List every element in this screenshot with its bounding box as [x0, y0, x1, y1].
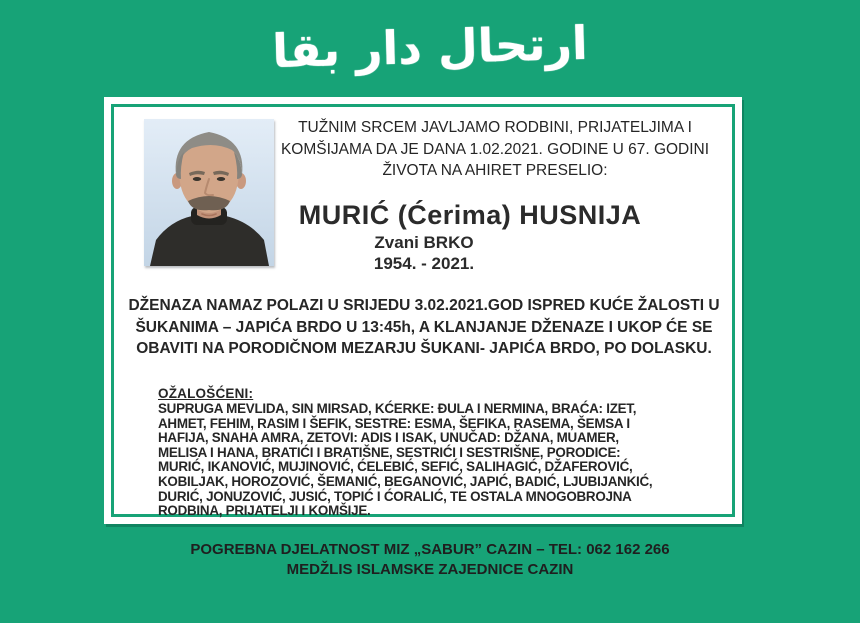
- mourners-line: MELISA I HANA, BRATIĆI I BRATIŠNE, SESTRIĆI I SESTRIŠNE, PORODICE:: [158, 444, 621, 460]
- mourners-line: KOBILJAK, HOROZOVIĆ, ŠEMANIĆ, BEGANOVIĆ, JAPIĆ, BADIĆ, LJUBIJANKIĆ,: [158, 473, 653, 489]
- islamic-community-line: MEDŽLIS ISLAMSKE ZAJEDNICE CAZIN: [286, 561, 574, 578]
- mourners-line: MURIĆ, IKANOVIĆ, MUJINOVIĆ, ĆELEBIĆ, SEFIĆ, SALIHAGIĆ, DŽAFEROVIĆ,: [158, 459, 633, 475]
- funeral-details: DŽENAZA NAMAZ POLAZI U SRIJEDU 3.02.2021.GOD ISPRED KUĆE ŽALOSTI U ŠUKANIMA – JAPIĆA BRDO U 13:45h, A KLANJANJE DŽENAZE I UKOP ĆE SE OBAVITI NA PORODIČNOM MEZARJU ŠUKANI- JAPIĆA BRDO, PO DOLASKU.: [128, 297, 720, 357]
- notice-card: [104, 97, 742, 524]
- intro-text: TUŽNIM SRCEM JAVLJAMO RODBINI, PRIJATELJIMA I KOMŠIJAMA DA JE DANA 1.02.2021. GODINE U 67. GODINI ŽIVOTA NA AHIRET PRESELIO:: [280, 119, 710, 179]
- mourners-line: SUPRUGA MEVLIDA, SIN MIRSAD, KĆERKE: ĐULA I NERMINA, BRAĆA: IZET,: [158, 401, 637, 416]
- deceased-nickname: Zvani BRKO: [374, 233, 474, 252]
- mourners-line: AHMET, FEHIM, RASIM I ŠEFIK, SESTRE: ESMA, ŠEFIKA, RASEMA, ŠEMSA I: [158, 415, 630, 431]
- mourners-heading: OŽALOŠĆENI:: [158, 386, 254, 401]
- footer-block: [0, 540, 860, 580]
- mourners-line: HAFIJA, SNAHA AMRA, ZETOVI: ADIS I ISAK, UNUČAD: DŽANA, MUAMER,: [158, 430, 619, 446]
- funeral-service-line: POGREBNA DJELATNOST MIZ „SABUR” CAZIN – TEL: 062 162 266: [190, 541, 670, 558]
- mourners-line: RODBINA, PRIJATELJI I KOMŠIJE.: [158, 503, 371, 519]
- life-years: 1954. - 2021.: [373, 254, 475, 273]
- arabic-calligraphy: ارتحال دار بقا: [271, 15, 589, 79]
- mourners-list: [158, 402, 730, 519]
- mourners-line: DURIĆ, JONUZOVIĆ, JUSIĆ, TOPIĆ I ĆORALIĆ, TE OSTALA MNOGOBROJNA: [158, 488, 632, 504]
- deceased-name: MURIĆ (Ćerima) HUSNIJA: [298, 200, 642, 230]
